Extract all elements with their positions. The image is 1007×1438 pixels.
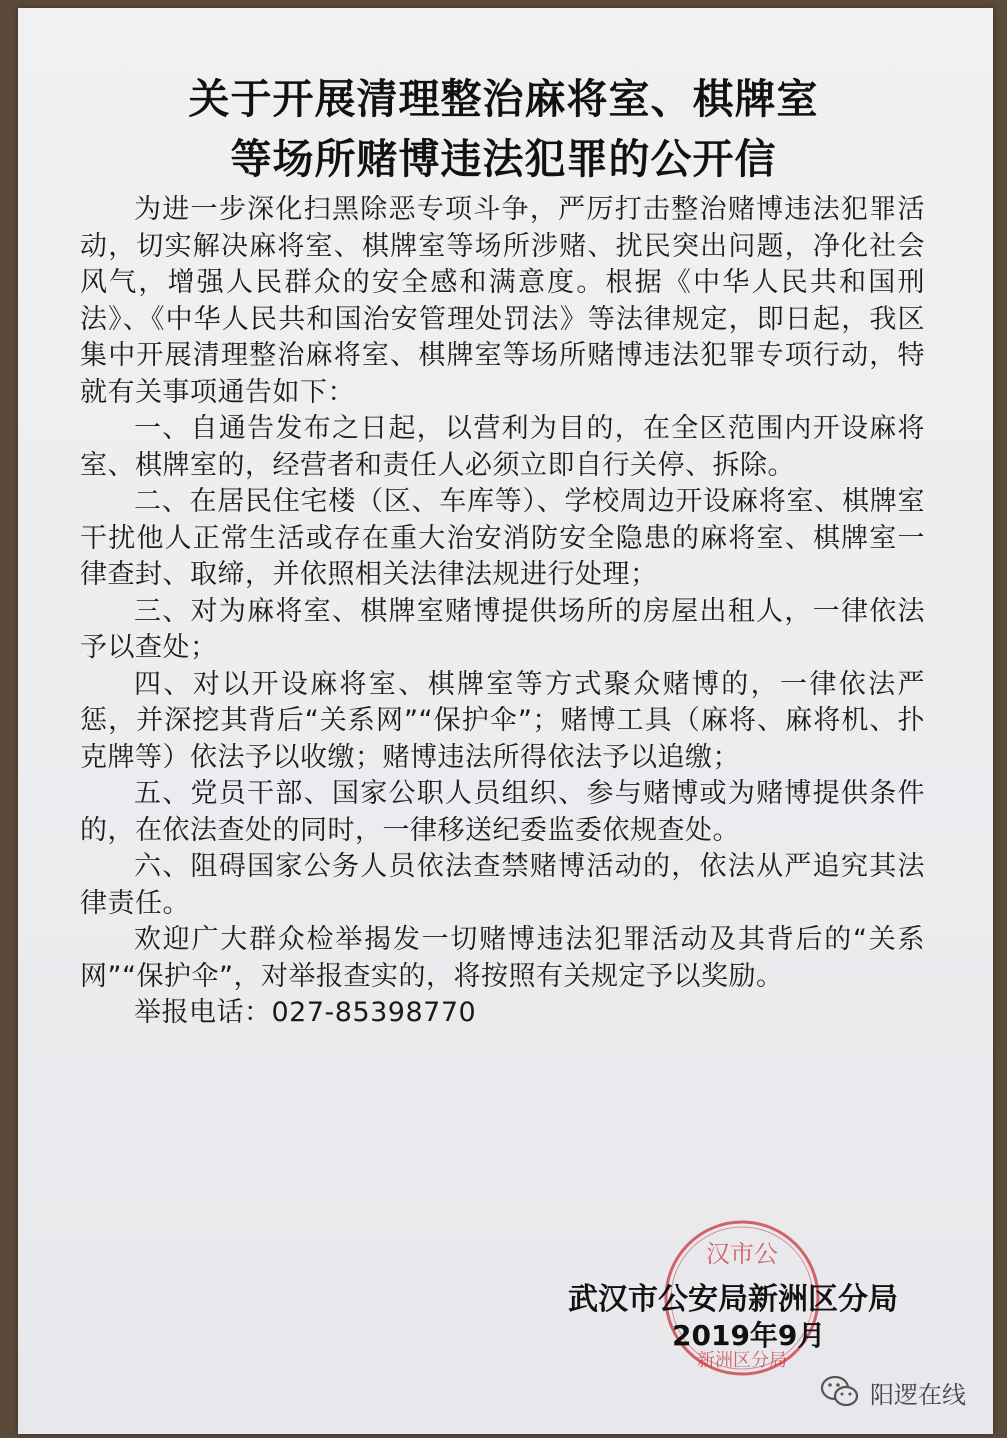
document-date: 2019年9月 (672, 1319, 826, 1352)
wechat-icon (820, 1375, 860, 1409)
seal-text-top: 汉市公 (706, 1240, 778, 1268)
seal-text-bottom: 新洲区分局 (697, 1350, 787, 1371)
report-phone: 举报电话：027-85398770 (134, 997, 477, 1028)
letter-body (80, 192, 925, 1032)
paragraph-reward: 欢迎广大群众检举揭发一切赌博违法犯罪活动及其背后的“关系网”“保护伞”，对举报查实的，将按照有关规定予以奖励。 (80, 924, 925, 992)
paragraph-item-2: 二、在居民住宅楼（区、车库等）、学校周边开设麻将室、棋牌室干扰他人正常生活或存在重大治安消防安全隐患的麻将室、棋牌室一律查封、取缔，并依照相关法律法规进行处理； (80, 486, 925, 590)
paragraph-item-5: 五、党员干部、国家公职人员组织、参与赌博或为赌博提供条件的，在依法查处的同时，一律移送纪委监委依规查处。 (80, 778, 925, 846)
paragraph-item-3: 三、对为麻将室、棋牌室赌博提供场所的房屋出租人，一律依法予以查处； (80, 595, 925, 663)
watermark-text: 阳逻在线 (870, 1380, 966, 1409)
paragraph-item-1: 一、自通告发布之日起，以营利为目的，在全区范围内开设麻将室、棋牌室的，经营者和责任人必须立即自行关停、拆除。 (80, 413, 925, 481)
paragraph-item-4: 四、对以开设麻将室、棋牌室等方式聚众赌博的，一律依法严惩，并深挖其背后“关系网”“保护伞”；赌博工具（麻将、麻将机、扑克牌等）依法予以收缴；赌博违法所得依法予以追缴； (80, 668, 925, 773)
paragraph-item-6: 六、阻碍国家公务人员依法查禁赌博活动的，依法从严追究其法律责任。 (80, 851, 925, 919)
document-title-line2: 等场所赌博违法犯罪的公开信 (230, 135, 777, 183)
watermark (820, 1372, 966, 1412)
signature: 武汉市公安局新洲区分局 (568, 1282, 898, 1317)
document-title-line1: 关于开展清理整治麻将室、棋牌室 (188, 75, 819, 123)
paragraph-intro: 为进一步深化扫黑除恶专项斗争，严厉打击整治赌博违法犯罪活动，切实解决麻将室、棋牌室等场所涉赌、扰民突出问题，净化社会风气，增强人民群众的安全感和满意度。根据《中华人民共和国刑法》、《中华人民共和国治安管理处罚法》等法律规定，即日起，我区集中开展清理整治麻将室、棋牌室等场所赌博违法犯罪专项行动，特就有关事项通告如下： (80, 194, 925, 408)
